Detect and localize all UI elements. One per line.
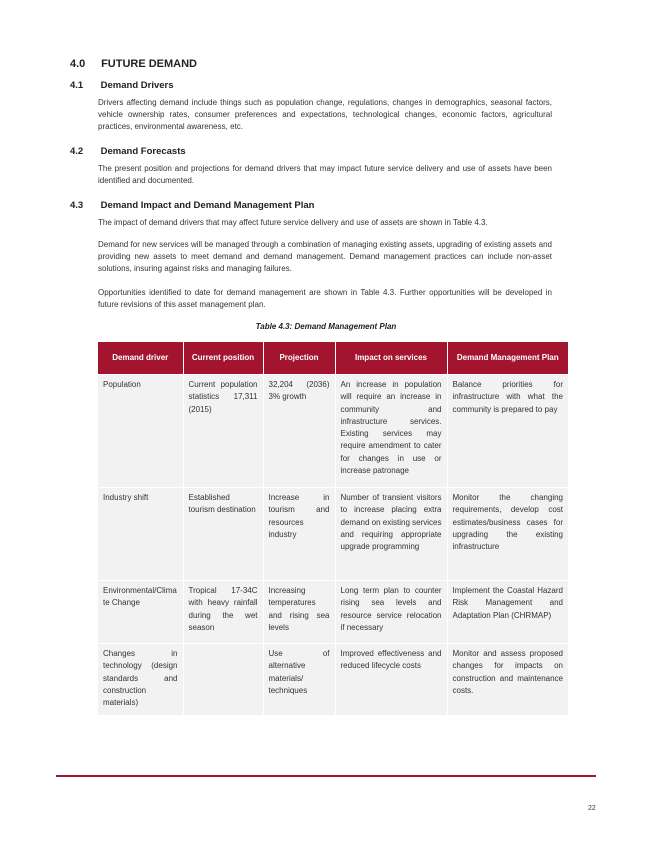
table-caption: Table 4.3: Demand Management Plan [255,322,397,331]
subsection-heading-demand-forecasts [70,146,186,157]
paragraph: Demand for new services will be managed through a combination of managing existing assets, upgrading of existing assets and providing new assets to meet demand and demand management. Demand management practices can include non-asset solutions, insuring against risks and managing failures. [98,240,552,274]
subsection-number: 4.3 [70,200,84,211]
paragraph: The impact of demand drivers that may affect future service delivery and use of assets are shown in Table 4.3. [98,218,488,227]
table-cell: Number of transient visitors to increase placing extra demand on existing services and requiring appropriate upgrade programming [335,488,447,581]
column-header: Projection [263,342,335,375]
section-number: 4.0 [70,58,86,70]
table-cell: Increasing temperatures and rising sea levels [263,581,335,644]
subsection-heading-demand-impact [70,200,314,211]
footer-divider [56,775,596,777]
table-header-row [98,342,568,375]
demand-management-table [98,342,568,715]
paragraph: The present position and projections for demand drivers that may impact future service delivery and use of assets have been identified and documented. [98,164,552,186]
table-cell: Use of alternative materials/ techniques [263,644,335,716]
column-header: Demand driver [98,342,183,375]
table-cell [183,644,263,716]
table-row [98,581,568,644]
table-cell: Increase in tourism and resources industry [263,488,335,581]
section-heading [70,58,197,70]
table-cell: 32,204 (2036) 3% growth [263,375,335,488]
subsection-heading-demand-drivers [70,80,174,91]
subsection-title: Demand Forecasts [100,146,186,157]
subsection-title: Demand Drivers [100,80,174,91]
table-cell: Implement the Coastal Hazard Risk Management and Adaptation Plan (CHRMAP) [447,581,568,644]
column-header: Demand Management Plan [447,342,568,375]
table-cell: Industry shift [98,488,183,581]
table-cell: Monitor and assess proposed changes for impacts on construction and maintenance costs. [447,644,568,716]
table-cell: Long term plan to counter rising sea levels and resource service relocation if necessary [335,581,447,644]
paragraph: Opportunities identified to date for demand management are shown in Table 4.3. Further opportunities will be developed in future revisions of this asset management plan. [98,288,552,310]
section-title: FUTURE DEMAND [101,58,198,70]
table-row [98,488,568,581]
column-header: Impact on services [335,342,447,375]
table-cell: Current population statistics 17,311 (2015) [183,375,263,488]
table-cell: An increase in population will require an increase in community and infrastructure services. Existing services may require amendment to cater for changes in use or increase patronage [335,375,447,488]
column-header: Current position [183,342,263,375]
table-cell: Population [98,375,183,488]
table-cell: Established tourism destination [183,488,263,581]
table-cell: Monitor the changing requirements, develop cost estimates/business cases for upgrading the existing infrastructure [447,488,568,581]
table-cell: Environmental/Climate Change [98,581,183,644]
table-cell: Balance priorities for infrastructure with what the community is prepared to pay [447,375,568,488]
page-number: 22 [588,805,596,812]
table-cell: Changes in technology (design standards and construction materials) [98,644,183,716]
table-row [98,375,568,488]
table-cell: Tropical 17-34C with heavy rainfall during the wet season [183,581,263,644]
table-row [98,644,568,716]
subsection-title: Demand Impact and Demand Management Plan [100,200,315,211]
subsection-number: 4.2 [70,146,84,157]
table-cell: Improved effectiveness and reduced lifecycle costs [335,644,447,716]
subsection-number: 4.1 [70,80,84,91]
paragraph: Drivers affecting demand include things such as population change, regulations, changes in demographics, seasonal factors, vehicle ownership rates, consumer preferences and expectations, technological changes, economic factors, agricultural practices, environmental awareness, etc. [98,98,552,132]
